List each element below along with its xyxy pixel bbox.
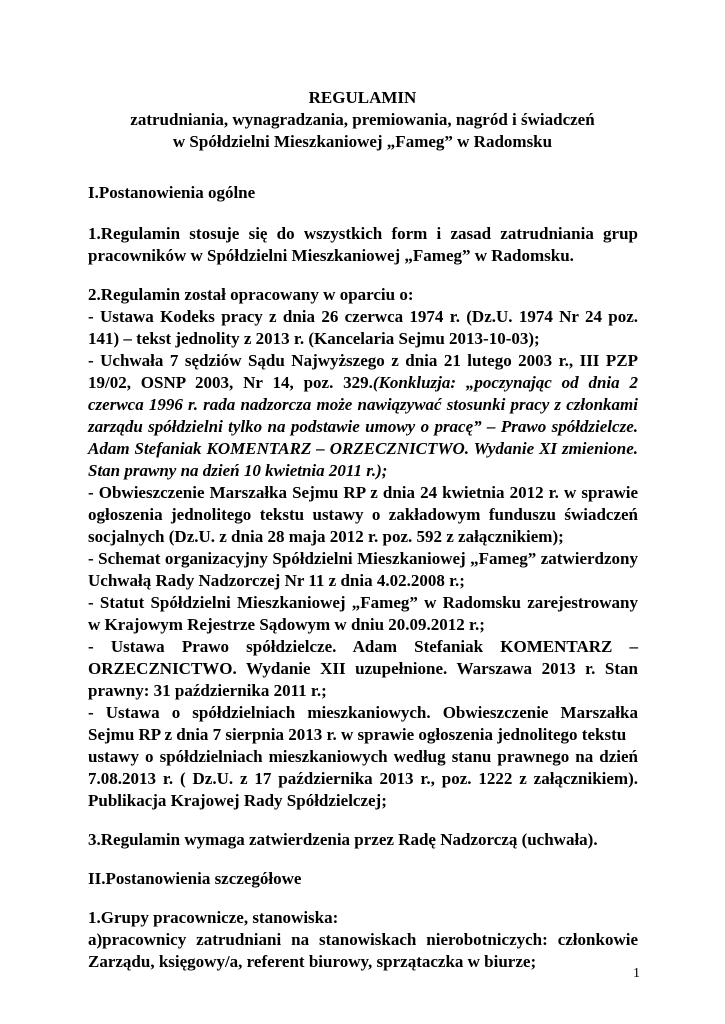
section-heading-detailed: II.Postanowienia szczegółowe <box>88 869 302 888</box>
list-item-line: - Statut Spółdzielni Mieszkaniowej „Fameg” w Radomsku zarejestrowany <box>88 593 638 612</box>
list-item-line: Publikacja Krajowej Rady Spółdzielczej; <box>88 791 387 810</box>
list-item-line: ORZECZNICTWO. Wydanie XII uzupełnione. Warszawa 2013 r. Stan <box>88 659 638 678</box>
list-item-line: Uchwałą Rady Nadzorczej Nr 11 z dnia 4.02.2008 r.; <box>88 571 465 590</box>
list-item-line: Stan prawny na dzień 10 kwietnia 2011 r.); <box>88 461 388 480</box>
section-heading-general: I.Postanowienia ogólne <box>88 183 256 202</box>
list-item-line: czerwca 1996 r. rada nadzorcza może nawiązywać stosunki pracy z członkami <box>88 395 638 414</box>
paragraph-line: a)pracownicy zatrudniani na stanowiskach nierobotniczych: członkowie <box>88 930 638 949</box>
list-item-line: ogłoszenia jednolitego tekstu ustawy o zakładowym funduszu świadczeń <box>88 505 638 524</box>
list-item-line: - Obwieszczenie Marszałka Sejmu RP z dnia 24 kwietnia 2012 r. w sprawie <box>88 483 638 502</box>
conclusion-quote: (Konkluzja: „poczynając od dnia 2 <box>372 373 638 392</box>
list-item-line: w Krajowym Rejestrze Sądowym w dniu 20.09.2012 r.; <box>88 615 485 634</box>
subsection-heading: 1.Grupy pracownicze, stanowiska: <box>88 908 339 927</box>
document-subtitle-line1: zatrudniania, wynagradzania, premiowania, nagród i świadczeń <box>130 110 595 129</box>
list-item-line: Adam Stefaniak KOMENTARZ – ORZECZNICTWO. Wydanie XI zmienione. <box>88 439 638 458</box>
list-item-line: - Uchwała 7 sędziów Sądu Najwyższego z dnia 21 lutego 2003 r., III PZP <box>88 351 638 370</box>
list-item-line: zarządu spółdzielni tylko na podstawie umowy o pracę” – Prawo spółdzielcze. <box>88 417 638 436</box>
document-subtitle-line2: w Spółdzielni Mieszkaniowej „Fameg” w Radomsku <box>172 132 553 151</box>
list-item-line: 7.08.2013 r. ( Dz.U. z 17 października 2013 r., poz. 1222 z załącznikiem). <box>88 769 638 788</box>
list-item-line: Sejmu RP z dnia 7 sierpnia 2013 r. w sprawie ogłoszenia jednolitego tekstu <box>88 725 627 744</box>
list-item-line: - Ustawa Kodeks pracy z dnia 26 czerwca 1974 r. (Dz.U. 1974 Nr 24 poz. <box>88 307 638 326</box>
paragraph-line: Zarządu, księgowy/a, referent biurowy, sprzątaczka w biurze; <box>88 952 537 971</box>
list-item-line <box>88 372 638 394</box>
list-item-line: prawny: 31 października 2011 r.; <box>88 681 327 700</box>
paragraph-intro: 2.Regulamin został opracowany w oparciu o: <box>88 285 414 304</box>
list-item-line: - Schemat organizacyjny Spółdzielni Mieszkaniowej „Fameg” zatwierdzony <box>88 549 638 568</box>
document-title: REGULAMIN <box>308 88 417 107</box>
citation-text: 19/02, OSNP 2003, Nr 14, poz. 329. <box>88 373 373 392</box>
paragraph-approval: 3.Regulamin wymaga zatwierdzenia przez Radę Nadzorczą (uchwała). <box>88 830 598 849</box>
paragraph-line: pracowników w Spółdzielni Mieszkaniowej „Fameg” w Radomsku. <box>88 246 574 265</box>
list-item-line: socjalnych (Dz.U. z dnia 28 maja 2012 r. poz. 592 z załącznikiem); <box>88 527 564 546</box>
list-item-line: - Ustawa o spółdzielniach mieszkaniowych. Obwieszczenie Marszałka <box>88 703 638 722</box>
list-item-line: 141) – tekst jednolity z 2013 r. (Kancelaria Sejmu 2013-10-03); <box>88 329 540 348</box>
list-item-line: ustawy o spółdzielniach mieszkaniowych według stanu prawnego na dzień <box>88 747 638 766</box>
paragraph-line: 1.Regulamin stosuje się do wszystkich form i zasad zatrudniania grup <box>88 224 638 243</box>
page-number: 1 <box>633 966 640 981</box>
list-item-line: - Ustawa Prawo spółdzielcze. Adam Stefaniak KOMENTARZ – <box>88 637 638 656</box>
